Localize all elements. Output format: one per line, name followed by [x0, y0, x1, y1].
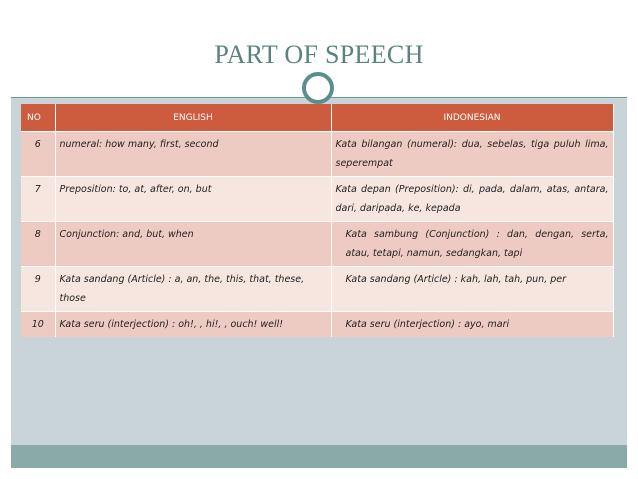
cell-english: numeral: how many, first, second [55, 132, 331, 177]
header-no: NO [21, 104, 55, 132]
cell-no: 9 [21, 267, 55, 312]
cell-no: 8 [21, 222, 55, 267]
header-english: ENGLISH [55, 104, 331, 132]
table-row [21, 312, 613, 338]
table-row [21, 132, 613, 177]
header-indonesian: INDONESIAN [331, 104, 613, 132]
cell-indonesian: Kata depan (Preposition): di, pada, dalam, atas, antara, dari, daripada, ke, kepada [331, 177, 613, 222]
speech-table [21, 104, 614, 337]
cell-english: Conjunction: and, but, when [55, 222, 331, 267]
bottom-band [11, 445, 627, 468]
cell-indonesian: Kata sandang (Article) : kah, lah, tah, pun, per [331, 267, 613, 312]
circle-ornament-icon [302, 72, 334, 104]
table-row [21, 177, 613, 222]
cell-english: Preposition: to, at, after, on, but [55, 177, 331, 222]
cell-indonesian: Kata seru (interjection) : ayo, mari [331, 312, 613, 338]
table-row [21, 222, 613, 267]
table-header-row [21, 104, 613, 132]
cell-indonesian: Kata bilangan (numeral): dua, sebelas, tiga puluh lima, seperempat [331, 132, 613, 177]
table-row [21, 267, 613, 312]
cell-indonesian: Kata sambung (Conjunction) : dan, dengan, serta, atau, tetapi, namun, sedangkan, tapi [331, 222, 613, 267]
cell-no: 6 [21, 132, 55, 177]
slide-title: PART OF SPEECH [214, 40, 424, 69]
cell-english: Kata sandang (Article) : a, an, the, this, that, these, those [55, 267, 331, 312]
cell-no: 7 [21, 177, 55, 222]
cell-english: Kata seru (interjection) : oh!, , hi!, , ouch! well! [55, 312, 331, 338]
cell-no: 10 [21, 312, 55, 338]
